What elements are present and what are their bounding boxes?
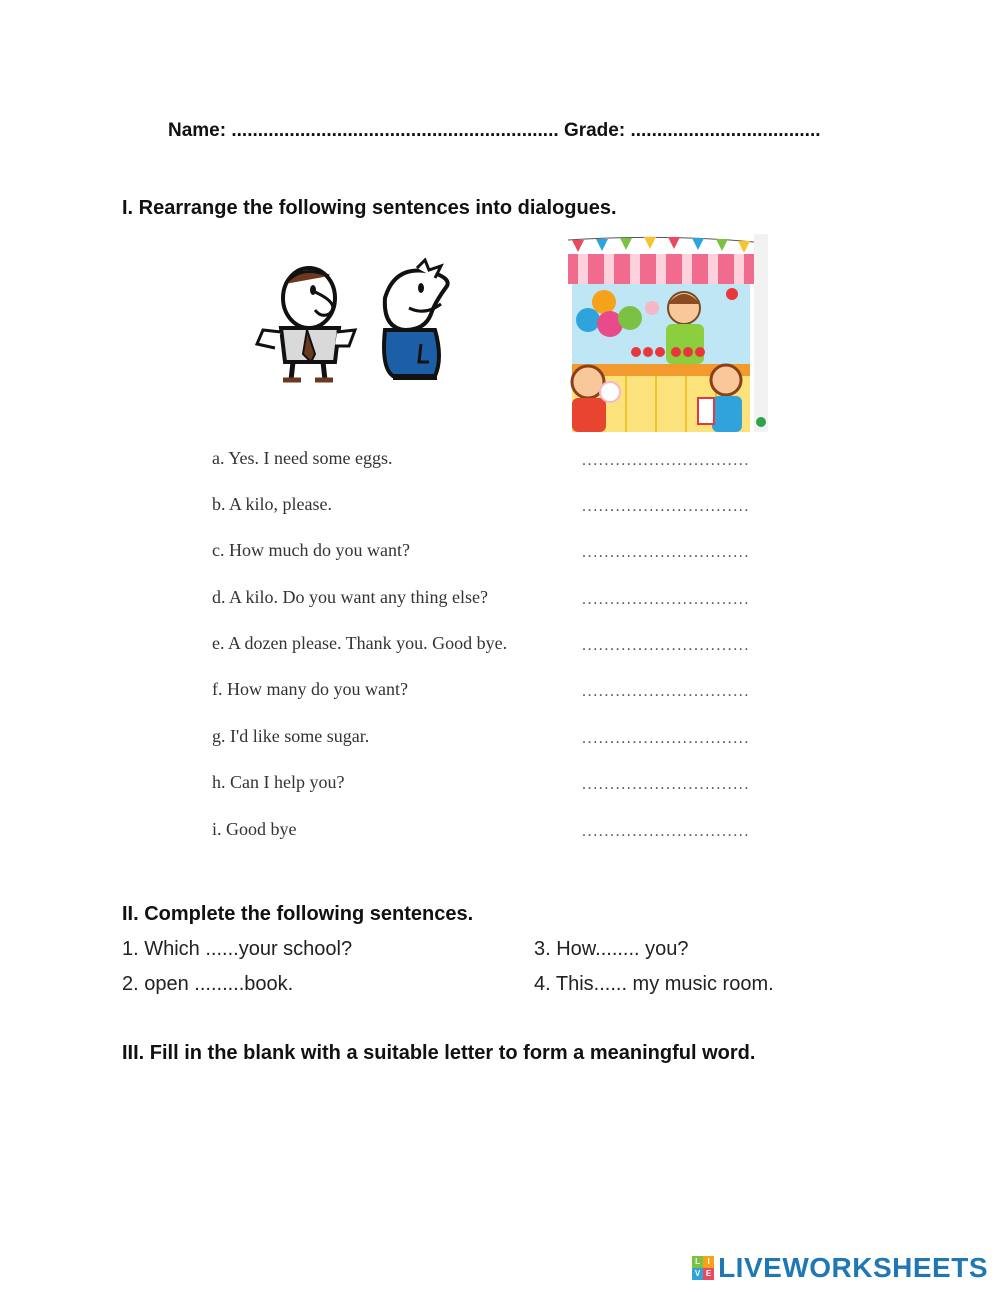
- list-item: a. Yes. I need some eggs.: [212, 448, 393, 468]
- sentence-1[interactable]: 1. Which ......your school?: [122, 938, 353, 960]
- grade-label: Grade:: [563, 120, 626, 141]
- list-item: i. Good bye: [212, 819, 297, 839]
- man-right-figure: [384, 260, 448, 378]
- two-men-illustration: [245, 258, 465, 393]
- section-3-title: III. Fill in the blank with a suitable letter to form a meaningful word.: [122, 1042, 756, 1064]
- grade-field[interactable]: ....................................: [630, 120, 821, 141]
- sentence-4[interactable]: 4. This...... my music room.: [534, 973, 774, 995]
- section-1-title: I. Rearrange the following sentences into dialogues.: [122, 197, 617, 219]
- answer-blank[interactable]: ..............................: [582, 452, 750, 469]
- sentence-3[interactable]: 3. How........ you?: [534, 938, 689, 960]
- name-label: Name:: [168, 120, 227, 141]
- answer-blank[interactable]: ..............................: [582, 498, 750, 515]
- list-item: d. A kilo. Do you want any thing else?: [212, 587, 488, 607]
- answer-blank[interactable]: ..............................: [582, 637, 750, 654]
- answer-blank[interactable]: ..............................: [582, 544, 750, 561]
- sentence-2[interactable]: 2. open .........book.: [122, 973, 294, 995]
- list-item: g. I'd like some sugar.: [212, 726, 370, 746]
- answer-blank[interactable]: ..............................: [582, 823, 750, 840]
- logo-text: LIVEWORKSHEETS: [718, 1252, 988, 1283]
- answer-blank[interactable]: ..............................: [582, 683, 750, 700]
- liveworksheets-logo: [692, 1252, 988, 1284]
- list-item: b. A kilo, please.: [212, 494, 332, 514]
- list-item: f. How many do you want?: [212, 679, 408, 699]
- list-item: e. A dozen please. Thank you. Good bye.: [212, 633, 508, 653]
- answer-blank[interactable]: ..............................: [582, 730, 750, 747]
- name-field[interactable]: ..............................................................: [231, 120, 559, 141]
- list-item: c. How much do you want?: [212, 540, 410, 560]
- answer-blank[interactable]: ..............................: [582, 776, 750, 793]
- name-grade-line: [168, 120, 821, 142]
- logo-mark-icon: L I V E: [692, 1256, 714, 1280]
- candy-stall-illustration: [566, 232, 771, 434]
- section-2-title: II. Complete the following sentences.: [122, 903, 474, 925]
- man-left-figure: [257, 268, 355, 380]
- answer-blank[interactable]: ..............................: [582, 591, 750, 608]
- list-item: h. Can I help you?: [212, 772, 345, 792]
